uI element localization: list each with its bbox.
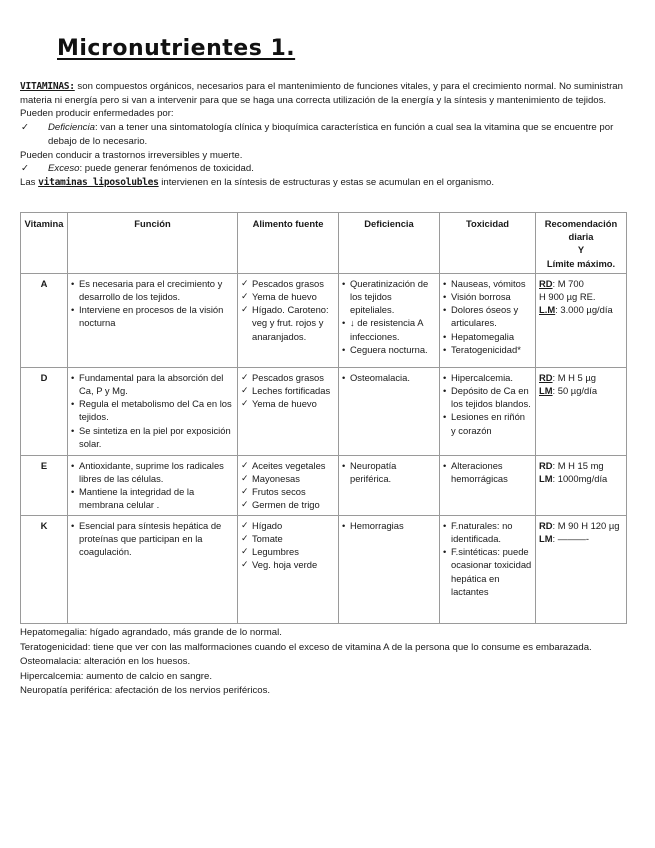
cell-vitamina: E [21, 455, 68, 515]
list-item: • Es necesaria para el crecimiento y desarrollo de los tejidos. [71, 277, 234, 303]
cell-alimento [238, 515, 339, 623]
cell-recomendacion: RD: M 90 H 120 µg LM: ———- [536, 515, 627, 623]
vitaminas-text: son compuestos orgánicos, necesarios para el mantenimiento de funciones vitales, y para el crecimiento normal. No suministran materia ni energía pero si van a intervenir para que se haga una correcta utilización de la energía y la síntesis y mantenimiento de tejidos. [20, 81, 623, 106]
header-toxicidad: Toxicidad [440, 213, 536, 274]
cell-funcion [68, 455, 238, 515]
list-item: ✓ Yema de huevo [241, 290, 335, 303]
list-item: ✓ Pescados grasos [241, 371, 335, 384]
list-item: ✓ Mayonesas [241, 472, 335, 485]
list-item: • Hemorragias [342, 519, 436, 532]
liposolubles-heading: vitaminas liposolubles [38, 176, 159, 188]
list-item: ✓ Leches fortificadas [241, 384, 335, 397]
cell-funcion [68, 367, 238, 455]
list-item: • Hipercalcemia. [443, 371, 532, 384]
list-item: • ↓ de resistencia A infecciones. [342, 316, 436, 342]
cell-vitamina: A [21, 273, 68, 367]
list-item: ✓ Germen de trigo [241, 498, 335, 511]
table-row [21, 273, 627, 367]
list-item: ✓ Tomate [241, 532, 335, 545]
list-item: • Nauseas, vómitos [443, 277, 532, 290]
liposolubles-line: Las vitaminas liposolubles intervienen en la síntesis de estructuras y estas se acumulan en el organismo. [20, 176, 495, 188]
header-recomendacion: Recomendación diaria Y Límite máximo. [536, 213, 627, 274]
list-item: • Lesiones en riñón y corazón [443, 410, 532, 436]
check-icon: ✓ [21, 122, 30, 134]
list-item: • Mantiene la integridad de la membrana celular . [71, 485, 234, 511]
cell-funcion [68, 515, 238, 623]
cell-alimento [238, 367, 339, 455]
deficiencia-text: : van a tener una sintomatología clínica y bioquímica característica en función a cual sea la vitamina que se encuentre por debajo de lo necesario. [48, 122, 614, 147]
table-row [21, 515, 627, 623]
list-item: • Fundamental para la absorción del Ca, P y Mg. [71, 371, 234, 397]
cell-funcion [68, 273, 238, 367]
list-item: ✓ Hígado [241, 519, 335, 532]
list-item: • Depósito de Ca en los tejidos blandos. [443, 384, 532, 410]
cell-toxicidad [440, 515, 536, 623]
vitamins-table [20, 212, 627, 624]
glossary-item: Hepatomegalia: hígado agrandado, más grande de lo normal. [20, 627, 282, 638]
check-icon: ✓ [21, 163, 30, 175]
list-item: ✓ Legumbres [241, 545, 335, 558]
exceso-label: Exceso [48, 163, 80, 175]
cell-toxicidad [440, 455, 536, 515]
exceso-text: : puede generar fenómenos de toxicidad. [79, 163, 254, 175]
glossary-item: Osteomalacia: alteración en los huesos. [20, 656, 191, 668]
list-item: ✓ Aceites vegetales [241, 459, 335, 472]
page-title: Micronutrientes 1. [57, 36, 296, 61]
cell-toxicidad [440, 273, 536, 367]
list-item: • Interviene en procesos de la visión nocturna [71, 303, 234, 329]
list-item: • Ceguera nocturna. [342, 343, 436, 356]
glossary-item: Teratogenicidad: tiene que ver con las malformaciones cuando el exceso de vitamina A de la persona que lo consume es embarazada. [20, 641, 592, 653]
list-item: • Esencial para síntesis hepática de proteínas que participan en la coagulación. [71, 519, 234, 559]
list-item: • Visión borrosa [443, 290, 532, 303]
list-item: • Queratinización de los tejidos epiteliales. [342, 277, 436, 317]
deficiencia-bullet [20, 121, 630, 148]
cell-deficiencia [339, 455, 440, 515]
list-item: • Hepatomegalia [443, 330, 532, 343]
cell-deficiencia [339, 367, 440, 455]
list-item: • Osteomalacia. [342, 371, 436, 384]
list-item: • Teratogenicidad* [443, 343, 532, 356]
vitaminas-definition [20, 80, 630, 107]
table-row [21, 367, 627, 455]
cell-recomendacion: RD: M H 15 mg LM: 1000mg/día [536, 455, 627, 515]
table-row [21, 455, 627, 515]
cell-deficiencia [339, 273, 440, 367]
intro-section [20, 80, 630, 190]
list-item: ✓ Yema de huevo [241, 397, 335, 410]
list-item: • Regula el metabolismo del Ca en los tejidos. [71, 397, 234, 423]
deficiencia-label: Deficiencia [48, 122, 95, 134]
list-item: ✓ Frutos secos [241, 485, 335, 498]
vitaminas-heading: VITAMINAS: [20, 81, 75, 92]
list-item: • F.naturales: no identificada. [443, 519, 532, 545]
header-vitamina: Vitamina [21, 213, 68, 274]
list-item: ✓ Veg. hoja verde [241, 558, 335, 571]
list-item: • F.sintéticas: puede ocasionar toxicidad hepática en lactantes [443, 545, 532, 598]
header-alimento: Alimento fuente [238, 213, 339, 274]
cell-toxicidad [440, 367, 536, 455]
cell-alimento [238, 455, 339, 515]
conducir-line: Pueden conducir a trastornos irreversibles y muerte. [20, 149, 243, 161]
list-item: • Dolores óseos y articulares. [443, 303, 532, 329]
list-item: • Neuropatía periférica. [342, 459, 436, 485]
list-item: ✓ Pescados grasos [241, 277, 335, 290]
cell-recomendacion: RD: M 700 H 900 µg RE. L.M: 3.000 µg/día [536, 273, 627, 367]
cell-deficiencia [339, 515, 440, 623]
table-header-row [21, 213, 627, 274]
list-item: • Se sintetiza en la piel por exposición solar. [71, 424, 234, 450]
cell-vitamina: D [21, 367, 68, 455]
list-item: • Antioxidante, suprime los radicales libres de las células. [71, 459, 234, 485]
cell-alimento [238, 273, 339, 367]
glossary-item: Neuropatía periférica: afectación de los nervios periféricos. [20, 685, 271, 697]
list-item: • Alteraciones hemorrágicas [443, 459, 532, 485]
list-item: ✓ Hígado. Caroteno: veg y frut. rojos y anaranjados. [241, 303, 335, 343]
header-funcion: Función [68, 213, 238, 274]
cell-recomendacion: RD: M H 5 µg LM: 50 µg/día [536, 367, 627, 455]
glossary [20, 626, 630, 699]
producir-line: Pueden producir enfermedades por: [20, 108, 174, 120]
header-deficiencia: Deficiencia [339, 213, 440, 274]
glossary-item: Hipercalcemia: aumento de calcio en sangre. [20, 670, 212, 682]
exceso-bullet [20, 162, 630, 176]
cell-vitamina: K [21, 515, 68, 623]
